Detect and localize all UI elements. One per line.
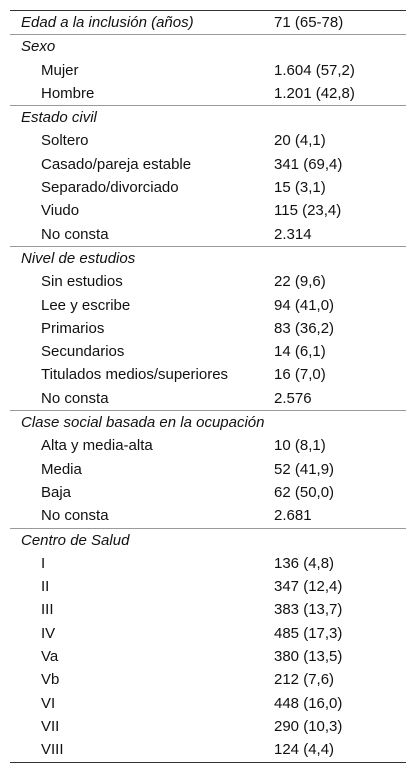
table-row — [10, 645, 406, 668]
row-label: Titulados medios/superiores — [41, 366, 229, 384]
table-row — [10, 552, 406, 575]
row-value — [274, 106, 406, 129]
row-label: Baja — [41, 483, 72, 501]
table-row — [10, 598, 406, 621]
table-row — [10, 575, 406, 598]
table-row — [10, 223, 406, 246]
row-value: 2.681 — [274, 507, 312, 525]
row-label: Lee y escribe — [41, 296, 131, 314]
table-row — [10, 82, 406, 105]
row-label: VII — [41, 717, 60, 735]
table-group-row — [10, 34, 406, 58]
row-label: II — [41, 578, 50, 596]
table-row — [10, 340, 406, 363]
row-value — [274, 529, 406, 552]
row-value: 15 (3,1) — [274, 179, 326, 197]
table-row — [10, 59, 406, 82]
row-value: 71 (65-78) — [274, 14, 344, 31]
table-row — [10, 153, 406, 176]
row-label: Edad a la inclusión (años) — [21, 14, 194, 31]
row-value — [274, 411, 406, 434]
table-group-row — [10, 246, 406, 270]
table-row — [10, 738, 406, 761]
row-label: Centro de Salud — [21, 531, 130, 549]
row-value: 380 (13,5) — [274, 648, 343, 666]
row-value: 20 (4,1) — [274, 132, 326, 150]
table-row — [10, 363, 406, 386]
row-label: Vb — [41, 671, 60, 689]
row-value: 16 (7,0) — [274, 366, 326, 384]
table-group-row — [10, 528, 406, 552]
row-value: 2.576 — [274, 389, 312, 407]
table-group-row — [10, 11, 406, 34]
table-row — [10, 692, 406, 715]
row-label: VI — [41, 694, 56, 712]
table-row — [10, 176, 406, 199]
row-value: 347 (12,4) — [274, 578, 343, 596]
row-value: 94 (41,0) — [274, 296, 335, 314]
row-value: 383 (13,7) — [274, 601, 343, 619]
row-label: Soltero — [41, 132, 89, 150]
row-label: IV — [41, 624, 56, 642]
row-label: Clase social basada en la ocupación — [21, 414, 265, 432]
data-table — [10, 10, 406, 763]
table-group-row — [10, 410, 406, 434]
table-row — [10, 129, 406, 152]
table-row — [10, 668, 406, 691]
row-label: Casado/pareja estable — [41, 155, 192, 173]
row-label: Alta y media-alta — [41, 437, 153, 455]
row-label: Primarios — [41, 319, 105, 337]
row-value — [274, 247, 406, 270]
row-value: 62 (50,0) — [274, 483, 335, 501]
row-value: 22 (9,6) — [274, 273, 326, 291]
row-value: 83 (36,2) — [274, 319, 335, 337]
row-value: 1.201 (42,8) — [274, 84, 355, 102]
row-label: Va — [41, 648, 59, 666]
row-value: 52 (41,9) — [274, 460, 335, 478]
row-label: Nivel de estudios — [21, 249, 136, 267]
table-row — [10, 294, 406, 317]
row-value: 290 (10,3) — [274, 717, 343, 735]
table-row — [10, 504, 406, 527]
row-value: 14 (6,1) — [274, 343, 326, 361]
row-value: 115 (23,4) — [274, 202, 342, 220]
table-row — [10, 199, 406, 222]
row-label: No consta — [41, 507, 109, 525]
table-row — [10, 481, 406, 504]
row-label: Sin estudios — [41, 273, 123, 291]
row-label: Mujer — [41, 61, 79, 79]
row-value: 485 (17,3) — [274, 624, 343, 642]
table-row — [10, 715, 406, 738]
row-value: 136 (4,8) — [274, 554, 335, 572]
row-value: 1.604 (57,2) — [274, 61, 355, 79]
row-label: Media — [41, 460, 82, 478]
table-group-row — [10, 105, 406, 129]
table-row — [10, 434, 406, 457]
row-label: No consta — [41, 389, 109, 407]
row-label: III — [41, 601, 54, 619]
row-label: Secundarios — [41, 343, 125, 361]
row-label: VIII — [41, 741, 64, 759]
table-row — [10, 317, 406, 340]
row-label: Hombre — [41, 84, 95, 102]
row-value: 212 (7,6) — [274, 671, 335, 689]
row-value: 341 (69,4) — [274, 155, 343, 173]
row-value: 2.314 — [274, 225, 312, 243]
table-row — [10, 622, 406, 645]
row-value: 10 (8,1) — [274, 437, 326, 455]
row-label: Viudo — [41, 202, 80, 220]
table-row — [10, 387, 406, 410]
row-value: 124 (4,4) — [274, 741, 335, 759]
row-label: No consta — [41, 225, 109, 243]
table-row — [10, 458, 406, 481]
row-label: Separado/divorciado — [41, 179, 179, 197]
row-label: I — [41, 554, 46, 572]
row-label: Sexo — [21, 38, 56, 56]
row-value — [274, 35, 406, 58]
row-label: Estado civil — [21, 109, 97, 127]
table-row — [10, 270, 406, 293]
row-value: 448 (16,0) — [274, 694, 343, 712]
